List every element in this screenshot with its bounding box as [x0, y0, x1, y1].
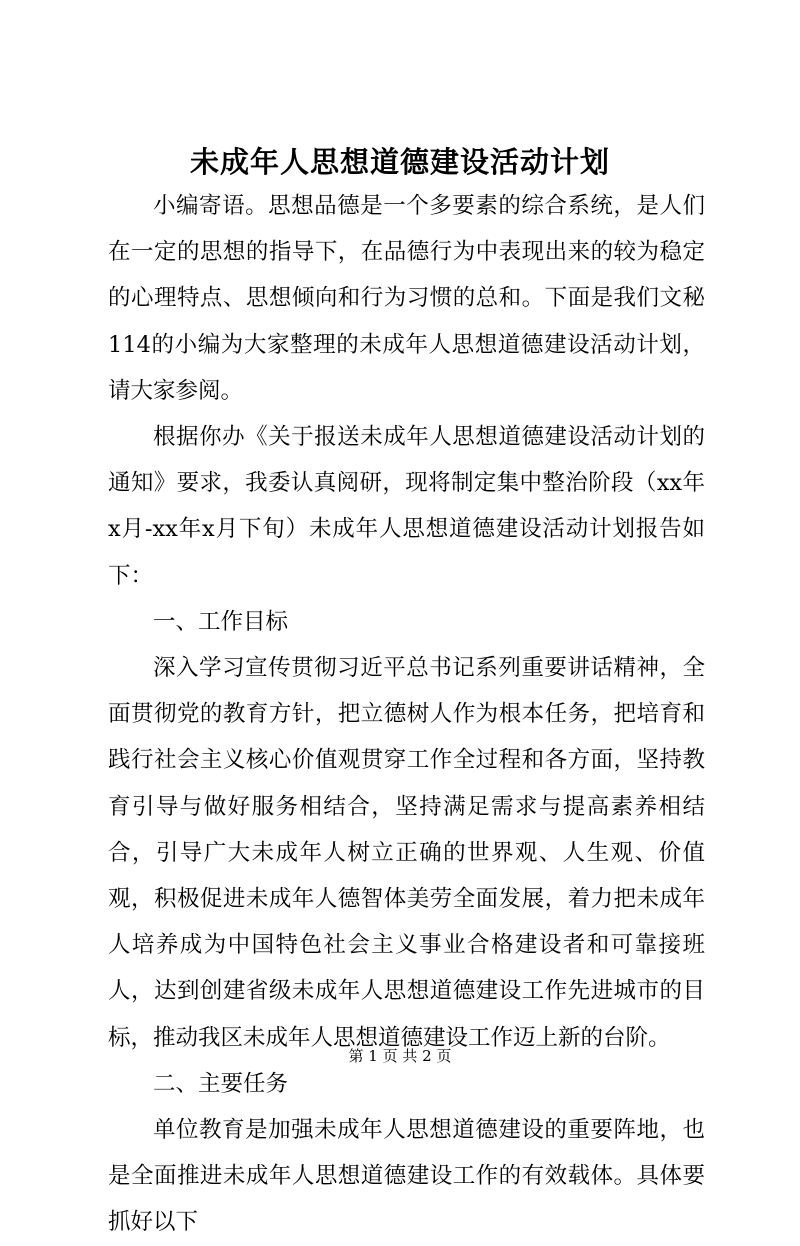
section-heading-main-tasks: 二、主要任务	[153, 1070, 289, 1097]
paragraph-intro: 小编寄语。思想品德是一个多要素的综合系统，是人们在一定的思想的指导下，在品德行为中表现出来的较为稳定的心理特点、思想倾向和行为习惯的总和。下面是我们文秘114的小编为大家整理的未成年人思想道德建设活动计划，请大家参阅。	[108, 193, 705, 404]
paragraph-work-goals: 深入学习宣传贯彻习近平总书记系列重要讲话精神，全面贯彻党的教育方针，把立德树人作为根本任务，把培育和践行社会主义核心价值观贯穿工作全过程和各方面，坚持教育引导与做好服务相结合，坚持满足需求与提高素养相结合，引导广大未成年人树立正确的世界观、人生观、价值观，积极促进未成年人德智体美劳全面发展，着力把未成年人培养成为中国特色社会主义事业合格建设者和可靠接班人，达到创建省级未成年人思想道德建设工作先进城市的目标，推动我区未成年人思想道德建设工作迈上新的台阶。	[108, 655, 705, 1051]
page-number-footer: 第 1 页 共 2 页	[348, 1047, 452, 1065]
paragraph-main-tasks: 单位教育是加强未成年人思想道德建设的重要阵地，也是全面推进未成年人思想道德建设工作的有效载体。具体要抓好以下	[108, 1117, 705, 1236]
section-heading-work-goals: 一、工作目标	[153, 608, 289, 635]
document-body	[108, 183, 705, 1246]
paragraph-basis: 根据你办《关于报送未成年人思想道德建设活动计划的通知》要求，我委认真阅研，现将制定集中整治阶段（xx年x月-xx年x月下旬）未成年人思想道德建设活动计划报告如下：	[108, 424, 705, 589]
document-title: 未成年人思想道德建设活动计划	[189, 145, 610, 179]
